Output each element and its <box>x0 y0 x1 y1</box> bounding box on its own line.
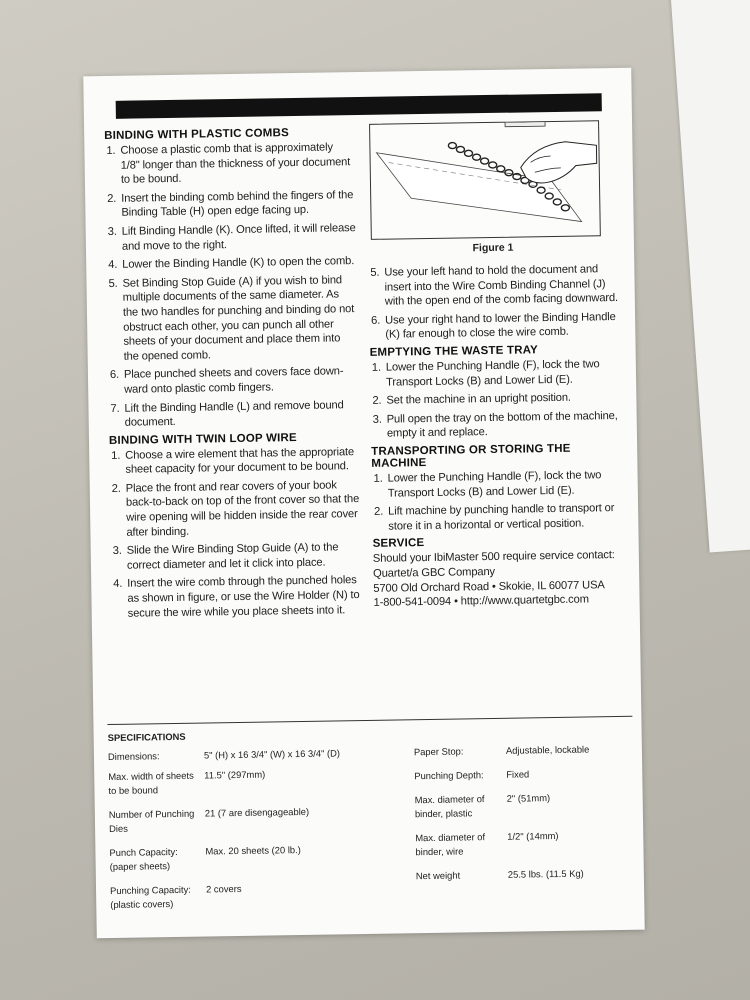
step-item <box>104 140 355 188</box>
left-column <box>104 122 362 625</box>
spec-label: Max. diameter of binder, wire <box>415 831 486 858</box>
step-number: 4. <box>113 578 123 591</box>
spec-label: Max. diameter of binder, plastic <box>414 793 485 820</box>
step-item <box>110 478 361 540</box>
step-item <box>370 390 620 409</box>
step-item <box>372 501 622 534</box>
step-item <box>111 540 361 573</box>
step-text: Place the front and rear covers of your book back-to-back on top of the front cover so that the wire opening will be hidden inside the rear cover after binding. <box>125 479 360 539</box>
step-number: 6. <box>371 314 381 327</box>
step-number: 2. <box>107 192 117 205</box>
twin-loop-section <box>109 431 362 621</box>
figure-caption: Figure 1 <box>472 241 514 255</box>
section-heading: BINDING WITH PLASTIC COMBS <box>104 127 290 143</box>
step-text: Lower the Punching Handle (F), lock the two Transport Locks (B) and Lower Lid (E). <box>385 358 600 389</box>
step-text: Place punched sheets and covers face down-ward onto plastic comb fingers. <box>123 365 344 396</box>
transport-steps <box>372 468 623 534</box>
service-phone-url: 1-800-541-0094 • http://www.quartetgbc.com <box>373 593 589 609</box>
instruction-page <box>83 68 644 939</box>
step-number: 6. <box>109 369 120 382</box>
step-number: 3. <box>112 545 122 558</box>
step-item <box>372 468 622 501</box>
step-item <box>108 398 358 431</box>
spec-value: 1/2" (14mm) <box>507 829 559 842</box>
specs-heading: SPECIFICATIONS <box>107 730 186 744</box>
step-item <box>105 188 355 221</box>
step-number: 2. <box>111 482 121 495</box>
right-column <box>366 118 624 611</box>
section-heading: TRANSPORTING OR STORING THE MACHINE <box>371 442 571 470</box>
step-text: Set Binding Stop Guide (A) if you wish to bind multiple documents of the same diameter. As the two handles for punching and binding do not obstruct each other, you can punch all other sheets of your document and place them into the opened comb. <box>122 274 355 363</box>
spec-value: 25.5 lbs. (11.5 Kg) <box>507 867 584 880</box>
step-number: 1. <box>111 449 121 462</box>
step-text: Insert the binding comb behind the fingers of the Binding Table (H) open edge facing up. <box>121 188 354 220</box>
header-black-bar <box>116 93 602 119</box>
step-item <box>106 273 357 364</box>
service-company: Quartet/a GBC Company <box>373 565 496 580</box>
step-text: Use your right hand to lower the Binding Handle (K) far enough to close the wire comb. <box>385 310 616 342</box>
spec-value: Adjustable, lockable <box>505 743 590 756</box>
step-item <box>370 357 620 390</box>
figure-1-illustration <box>369 120 601 240</box>
step-item <box>369 310 619 343</box>
step-number: 5. <box>108 277 118 290</box>
spec-label: Paper Stop: <box>413 745 464 758</box>
step-text: Lift machine by punching handle to transport or store it in a horizontal or vertical position. <box>388 502 615 533</box>
plastic-comb-steps <box>104 140 358 431</box>
step-number: 1. <box>106 144 116 158</box>
spec-label: Punching Capacity: (plastic covers) <box>109 883 191 911</box>
step-item <box>371 409 621 442</box>
step-text: Lower the Binding Handle (K) to open the comb. <box>122 255 355 271</box>
step-number: 2. <box>372 394 382 408</box>
waste-tray-section <box>370 343 621 442</box>
step-number: 5. <box>370 266 380 279</box>
step-text: Set the machine in an upright position. <box>386 391 571 407</box>
service-address: 5700 Old Orchard Road • Skokie, IL 60077 USA <box>373 578 605 595</box>
plastic-comb-section <box>104 126 359 431</box>
spec-label: Punch Capacity: (paper sheets) <box>109 845 178 873</box>
step-text: Choose a wire element that has the appropriate sheet capacity for your document to be bound. <box>125 445 355 477</box>
step-number: 2. <box>374 505 384 518</box>
section-heading: SERVICE <box>372 537 425 551</box>
spec-label: Number of Punching Dies <box>108 807 195 835</box>
spec-label: Punching Depth: <box>414 769 484 782</box>
step-text: Slide the Wire Binding Stop Guide (A) to the correct diameter and let it click into place. <box>126 541 339 572</box>
waste-tray-steps <box>370 357 621 442</box>
step-number: 1. <box>371 361 382 374</box>
step-item <box>368 262 619 310</box>
spec-value: 2" (51mm) <box>506 792 551 804</box>
step-number: 1. <box>373 472 383 485</box>
section-heading: BINDING WITH TWIN LOOP WIRE <box>108 431 297 447</box>
step-number: 3. <box>372 413 382 426</box>
service-section <box>373 534 624 610</box>
step-item <box>111 573 362 621</box>
step-number: 3. <box>107 225 117 238</box>
step-text: Choose a plastic comb that is approximately 1/8" longer than the thickness of your document to be bound. <box>120 141 351 186</box>
section-heading: EMPTYING THE WASTE TRAY <box>369 344 539 359</box>
step-text: Insert the wire comb through the punched holes as shown in figure, or use the Wire Holder (N) to secure the wire while you place sheets into it. <box>127 574 360 620</box>
service-contact-line: Should your IbiMaster 500 require service contact: <box>372 549 615 566</box>
specs-divider-line <box>107 716 632 725</box>
spec-value: 21 (7 are disengageable) <box>204 805 310 819</box>
step-text: Pull open the tray on the bottom of the machine, empty it and replace. <box>386 409 618 440</box>
step-text: Use your left hand to hold the document and insert into the Wire Comb Binding Channel (J) with the open end of the comb facing downward. <box>384 263 619 308</box>
step-item <box>108 364 358 397</box>
wire-comb-hand-illustration <box>370 121 600 239</box>
wire-steps-continued <box>368 262 619 343</box>
step-text: Lower the Punching Handle (F), lock the two Transport Locks (B) and Lower Lid (E). <box>387 469 602 500</box>
spec-label: Max. width of sheets to be bound <box>108 769 194 797</box>
step-item <box>106 221 356 254</box>
spec-value: 5" (H) x 16 3/4" (W) x 16 3/4" (D) <box>203 747 341 761</box>
step-number: 4. <box>108 259 118 272</box>
step-number: 7. <box>110 402 120 415</box>
spec-value: 11.5" (297mm) <box>204 768 266 781</box>
twin-loop-steps <box>109 445 362 621</box>
step-item <box>106 254 356 273</box>
spec-value: Fixed <box>506 768 530 780</box>
step-item <box>109 445 359 478</box>
step-text: Lift the Binding Handle (L) and remove bound document. <box>124 398 344 429</box>
specifications-table <box>107 724 628 911</box>
spec-value: 2 covers <box>205 882 242 895</box>
spec-label: Net weight <box>415 869 461 882</box>
transport-section <box>371 442 622 534</box>
step-text: Lift Binding Handle (K). Once lifted, it will release and move to the right. <box>121 222 356 253</box>
spec-label: Dimensions: <box>107 750 160 763</box>
background-paper-sheet <box>671 0 750 552</box>
spec-value: Max. 20 sheets (20 lb.) <box>205 844 301 857</box>
